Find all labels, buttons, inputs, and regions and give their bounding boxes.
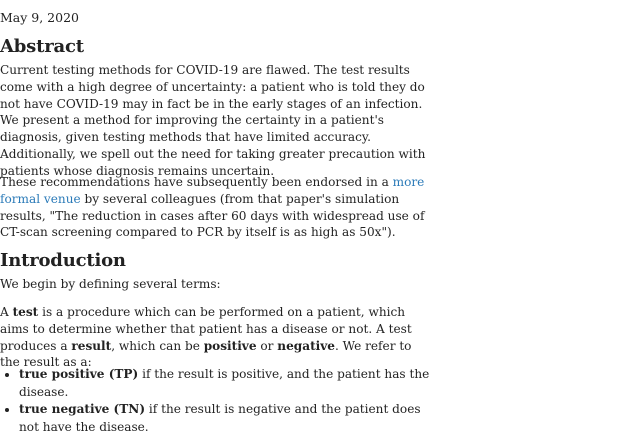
def-text-3: , which can be	[111, 338, 204, 353]
term-true-negative: true negative (TN)	[19, 402, 146, 416]
def-text-2: is a procedure which can be performed on a patient, which aims to determine whether that patient has a disease or not. A test produces a	[0, 305, 412, 353]
endorsement-paragraph	[0, 174, 432, 241]
list-item	[19, 366, 439, 401]
def-text-4: or	[256, 338, 278, 353]
term-desc: if the result is negative and the patient does not have the disease.	[19, 402, 421, 434]
term-test: test	[12, 305, 39, 319]
intro-lead-paragraph: We begin by defining several terms:	[0, 277, 221, 291]
test-definition-paragraph	[0, 304, 432, 371]
abstract-heading: Abstract	[0, 36, 84, 57]
endorsement-text-start: These recommendations have subsequently been endorsed in a	[0, 175, 393, 189]
abstract-paragraph: Current testing methods for COVID-19 are flawed. The test results come with a high degree of uncertainty: a patient who is told they do not have COVID-19 may in fact be in the early stages of an infection. We present a method for improving the certainty in a patient's diagnosis, given testing methods that have limited accuracy. Additionally, we spell out the need for taking greater precaution with patients whose diagnosis remains uncertain.	[0, 63, 426, 178]
introduction-heading: Introduction	[0, 250, 126, 271]
def-text-5: . We refer to the result as a:	[0, 338, 412, 370]
term-negative: negative	[277, 338, 335, 353]
formal-venue-link[interactable]: more formal venue	[0, 175, 425, 206]
result-terms-list	[0, 366, 439, 436]
term-true-positive: true positive (TP)	[19, 367, 139, 381]
term-result: result	[71, 338, 112, 353]
list-item	[19, 401, 439, 436]
endorsement-text-end: by several colleagues (from that paper's simulation results, "The reduction in cases after 60 days with widespread use of CT-scan screening compared to PCR by itself is as high as 50x").	[0, 191, 425, 240]
def-text-1: A	[0, 305, 13, 319]
term-positive: positive	[203, 338, 257, 353]
term-desc: if the result is positive, and the patient has the disease.	[19, 367, 430, 399]
publish-date: May 9, 2020	[0, 10, 79, 25]
